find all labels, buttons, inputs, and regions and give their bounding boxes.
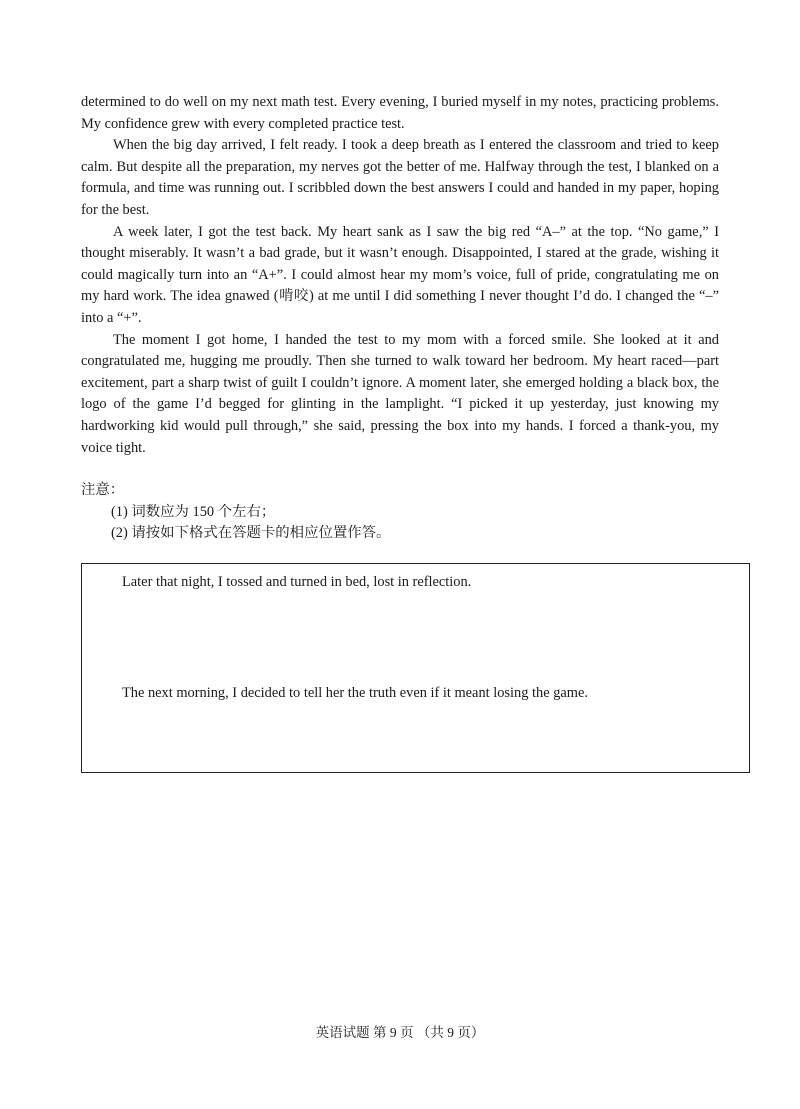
passage-paragraph-4: The moment I got home, I handed the test to my mom with a forced smile. She looked at it and congratulated me, hugging me proudly. Then she turned to walk toward her bedroom. My heart raced—part excitement, part a sharp twist of guilt I couldn’t ignore. A moment later, she emerged holding a black box, the logo of the game I’d begged for glinting in the lamplight. “I picked it up yesterday, just knowing my hardworking kid would pull through,” she said, pressing the box into my hands. I forced a thank-you, my voice tight. xyxy=(81,331,719,456)
note-item-1: (1) 词数应为 150 个左右； xyxy=(111,503,276,520)
passage-paragraph-2: When the big day arrived, I felt ready. I took a deep breath as I entered the classroom and tried to keep calm. But despite all the preparation, my nerves got the better of me. Halfway through the test, I blanked on a formula, and time was running out. I scribbled down the best answers I could and handed in my paper, hoping for the best. xyxy=(81,137,719,218)
passage-paragraph-3: A week later, I got the test back. My heart sank as I saw the big red “A–” at the top. “No game,” I thought miserably. It wasn’t a bad grade, but it wasn’t enough. Disappointed, I stared at the grade, wishing it could magically turn into an “A+”. I could almost hear my mom’s voice, full of pride, congratulating me on my hard work. The idea gnawed (啃咬) at me until I did something I never thought I’d do. I changed the “–” into a “+”. xyxy=(81,223,719,326)
answer-starter-sentence-1: Later that night, I tossed and turned in bed, lost in reflection. xyxy=(122,574,472,590)
answer-box xyxy=(81,563,750,773)
notes-section xyxy=(81,480,390,545)
note-item-2: (2) 请按如下格式在答题卡的相应位置作答。 xyxy=(111,525,391,542)
page-footer: 英语试题 第 9 页 （共 9 页） xyxy=(315,1025,485,1040)
passage-paragraph-1: determined to do well on my next math test. Every evening, I buried myself in my notes, practicing problems. My confidence grew with every completed practice test. xyxy=(81,94,719,132)
answer-starter-sentence-2: The next morning, I decided to tell her the truth even if it meant losing the game. xyxy=(122,685,588,701)
notes-heading: 注意： xyxy=(81,482,125,498)
passage xyxy=(81,92,719,459)
